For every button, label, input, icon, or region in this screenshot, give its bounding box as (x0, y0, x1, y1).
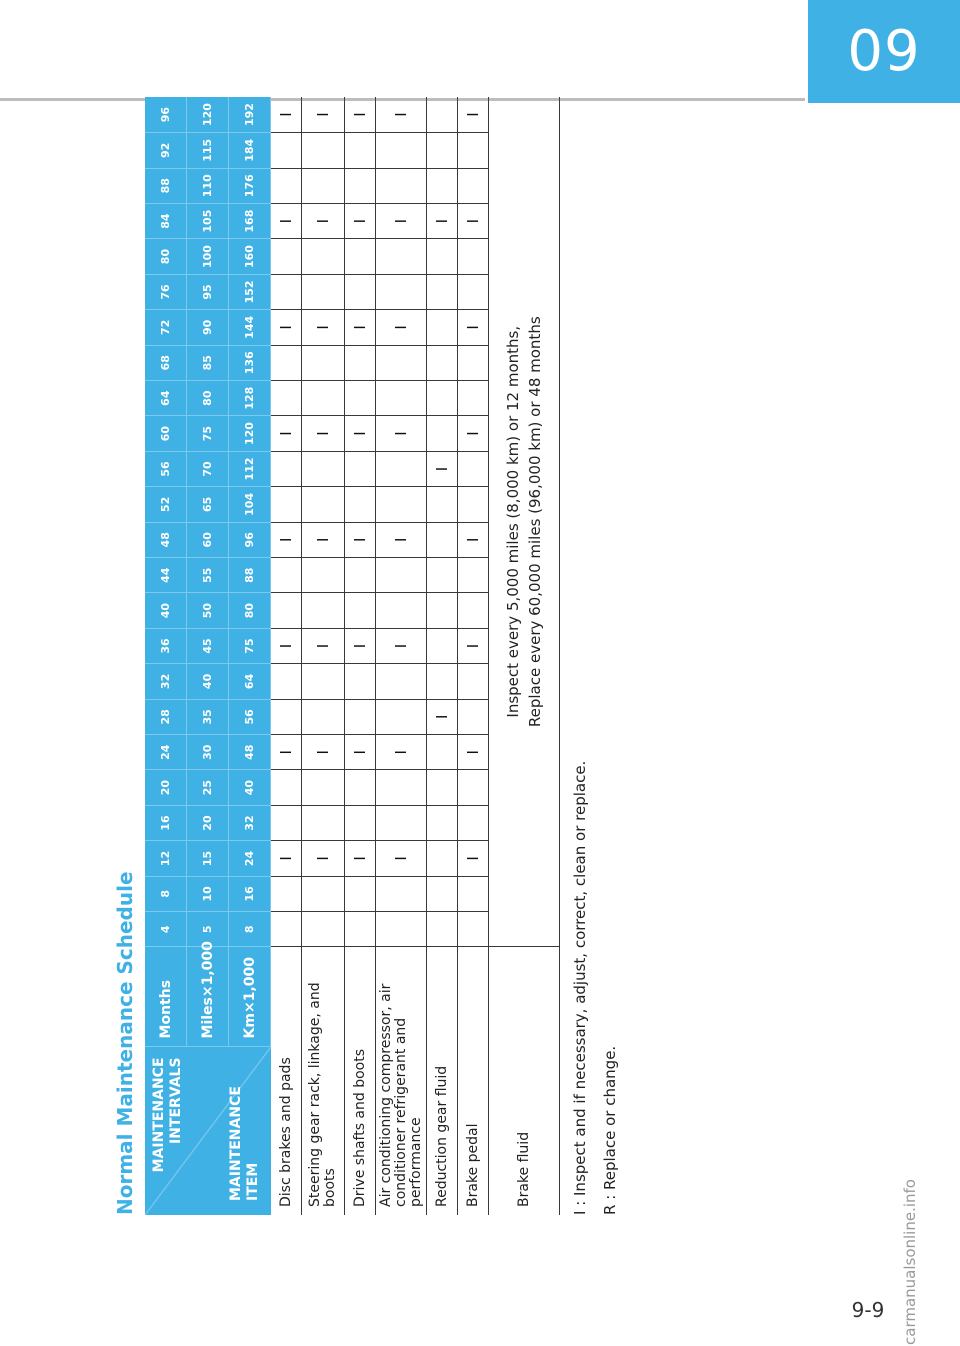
interval-value: 160 (229, 239, 271, 274)
interval-value: 120 (229, 416, 271, 451)
rotated-content (0, 20, 960, 1320)
interval-value: 15 (187, 841, 229, 876)
schedule-mark: I (345, 628, 376, 663)
interval-value: 120 (187, 97, 229, 133)
schedule-mark: I (345, 735, 376, 770)
maintenance-item: Disc brakes and pads (271, 947, 302, 1215)
interval-value: 25 (187, 770, 229, 805)
schedule-mark (271, 345, 302, 380)
schedule-mark: I (458, 522, 489, 557)
interval-value: 50 (187, 593, 229, 628)
interval-unit-label: Months (145, 947, 187, 1047)
schedule-mark (427, 841, 458, 876)
interval-value: 72 (145, 310, 187, 345)
schedule-mark: I (427, 699, 458, 734)
schedule-mark (427, 876, 458, 911)
interval-value: 68 (145, 345, 187, 380)
schedule-mark (427, 239, 458, 274)
schedule-mark (345, 168, 376, 203)
page-number: 9-9 (851, 1298, 885, 1322)
interval-value: 52 (145, 487, 187, 522)
schedule-mark (458, 699, 489, 734)
interval-value: 110 (187, 168, 229, 203)
corner-bottom-line: MAINTENANCE (227, 1086, 244, 1201)
table-row (271, 97, 302, 1215)
schedule-mark: I (458, 203, 489, 238)
schedule-mark (271, 451, 302, 486)
schedule-mark (271, 239, 302, 274)
schedule-mark (427, 557, 458, 592)
interval-value: 168 (229, 203, 271, 238)
schedule-mark (458, 876, 489, 911)
schedule-mark (376, 451, 427, 486)
note-line: Replace every 60,000 miles (96,000 km) or 48 months (526, 316, 544, 728)
interval-value: 84 (145, 203, 187, 238)
schedule-mark: I (271, 522, 302, 557)
maintenance-item: Drive shafts and boots (345, 947, 376, 1215)
maintenance-item: Steering gear rack, linkage, and boots (302, 947, 345, 1215)
schedule-mark (271, 133, 302, 168)
schedule-mark (458, 912, 489, 947)
schedule-mark: I (376, 841, 427, 876)
interval-value: 20 (187, 805, 229, 840)
brake-fluid-note (489, 97, 560, 947)
schedule-mark (427, 97, 458, 133)
schedule-mark (458, 133, 489, 168)
interval-value: 56 (145, 451, 187, 486)
schedule-mark: I (302, 416, 345, 451)
table-row (458, 97, 489, 1215)
schedule-mark: I (302, 735, 345, 770)
maintenance-item: Brake fluid (489, 947, 560, 1215)
schedule-mark (376, 876, 427, 911)
interval-value: 104 (229, 487, 271, 522)
schedule-mark (458, 451, 489, 486)
schedule-mark: I (376, 735, 427, 770)
interval-value: 92 (145, 133, 187, 168)
section-title: Normal Maintenance Schedule (113, 871, 137, 1215)
schedule-mark (376, 168, 427, 203)
schedule-mark (376, 770, 427, 805)
schedule-mark (427, 664, 458, 699)
interval-value: 115 (187, 133, 229, 168)
schedule-mark (427, 735, 458, 770)
schedule-mark (345, 274, 376, 309)
schedule-mark (376, 274, 427, 309)
interval-value: 88 (229, 557, 271, 592)
schedule-mark (345, 487, 376, 522)
schedule-mark (302, 912, 345, 947)
interval-value: 96 (145, 97, 187, 133)
schedule-mark (427, 805, 458, 840)
interval-unit-label: Km×1,000 (229, 947, 271, 1047)
schedule-mark (458, 239, 489, 274)
interval-value: 20 (145, 770, 187, 805)
interval-value: 40 (145, 593, 187, 628)
schedule-mark (345, 876, 376, 911)
interval-value: 64 (229, 664, 271, 699)
table-corner-header (145, 1047, 271, 1215)
interval-value: 48 (229, 735, 271, 770)
schedule-mark: I (376, 522, 427, 557)
schedule-mark: I (376, 310, 427, 345)
corner-top-line: INTERVALS (168, 1057, 184, 1145)
schedule-mark (302, 133, 345, 168)
interval-value: 10 (187, 876, 229, 911)
schedule-mark (458, 770, 489, 805)
schedule-mark (427, 133, 458, 168)
schedule-mark (427, 593, 458, 628)
schedule-mark (458, 380, 489, 415)
interval-value: 45 (187, 628, 229, 663)
interval-value: 80 (187, 380, 229, 415)
interval-value: 35 (187, 699, 229, 734)
schedule-mark (271, 557, 302, 592)
schedule-mark (271, 274, 302, 309)
schedule-mark (427, 522, 458, 557)
note-line: Inspect every 5,000 miles (8,000 km) or 12 months, (504, 325, 522, 718)
schedule-mark (458, 274, 489, 309)
interval-value: 136 (229, 345, 271, 380)
schedule-mark: I (345, 310, 376, 345)
schedule-mark (271, 770, 302, 805)
schedule-mark (376, 593, 427, 628)
schedule-mark: I (271, 97, 302, 133)
interval-value: 112 (229, 451, 271, 486)
interval-value: 36 (145, 628, 187, 663)
schedule-mark (302, 557, 345, 592)
schedule-mark (302, 380, 345, 415)
schedule-mark (427, 628, 458, 663)
schedule-mark (345, 239, 376, 274)
schedule-mark: I (271, 203, 302, 238)
schedule-mark (427, 168, 458, 203)
schedule-mark: I (458, 97, 489, 133)
corner-intervals-label (151, 1057, 185, 1172)
schedule-mark (345, 380, 376, 415)
schedule-mark (302, 593, 345, 628)
corner-bottom-line: ITEM (244, 1162, 261, 1201)
schedule-mark: I (427, 451, 458, 486)
schedule-mark (458, 345, 489, 380)
schedule-mark (427, 310, 458, 345)
interval-value: 60 (145, 416, 187, 451)
header-row (145, 97, 187, 1215)
schedule-mark (376, 805, 427, 840)
table-row (427, 97, 458, 1215)
schedule-mark: I (345, 522, 376, 557)
schedule-mark: I (376, 628, 427, 663)
interval-value: 75 (229, 628, 271, 663)
schedule-mark (458, 805, 489, 840)
schedule-mark: I (345, 97, 376, 133)
interval-value: 96 (229, 522, 271, 557)
schedule-mark: I (302, 841, 345, 876)
interval-value: 28 (145, 699, 187, 734)
table-row (489, 97, 560, 1215)
schedule-mark: I (458, 735, 489, 770)
interval-value: 85 (187, 345, 229, 380)
schedule-mark (271, 593, 302, 628)
footer-watermark-url: carmanualsonline.info (901, 1179, 919, 1345)
chapter-tab: 09 (808, 0, 960, 103)
interval-value: 8 (229, 912, 271, 947)
schedule-mark (376, 912, 427, 947)
interval-value: 80 (229, 593, 271, 628)
interval-value: 105 (187, 203, 229, 238)
interval-value: 90 (187, 310, 229, 345)
schedule-mark (376, 557, 427, 592)
schedule-mark (427, 487, 458, 522)
schedule-mark (345, 133, 376, 168)
interval-value: 32 (229, 805, 271, 840)
schedule-mark (302, 699, 345, 734)
schedule-mark (302, 345, 345, 380)
schedule-mark (302, 168, 345, 203)
schedule-mark (345, 451, 376, 486)
schedule-mark (427, 416, 458, 451)
schedule-mark (427, 345, 458, 380)
schedule-mark (302, 451, 345, 486)
interval-value: 16 (145, 805, 187, 840)
schedule-mark (345, 593, 376, 628)
interval-value: 24 (145, 735, 187, 770)
schedule-mark (345, 345, 376, 380)
schedule-mark (302, 770, 345, 805)
interval-value: 128 (229, 380, 271, 415)
schedule-mark: I (271, 735, 302, 770)
schedule-mark: I (271, 841, 302, 876)
schedule-mark (458, 487, 489, 522)
schedule-mark (271, 805, 302, 840)
schedule-mark: I (302, 310, 345, 345)
interval-unit-label: Miles×1,000 (187, 947, 229, 1047)
interval-value: 40 (187, 664, 229, 699)
corner-item-label (228, 1086, 262, 1201)
interval-value: 30 (187, 735, 229, 770)
interval-value: 100 (187, 239, 229, 274)
legend-replace: R : Replace or change. (601, 1045, 619, 1215)
corner-top-line: MAINTENANCE (151, 1057, 167, 1173)
schedule-mark: I (302, 522, 345, 557)
schedule-mark (427, 912, 458, 947)
schedule-mark (271, 168, 302, 203)
maintenance-item: Reduction gear fluid (427, 947, 458, 1215)
schedule-mark (376, 487, 427, 522)
interval-value: 176 (229, 168, 271, 203)
schedule-mark: I (302, 97, 345, 133)
schedule-mark (271, 380, 302, 415)
schedule-mark: I (271, 416, 302, 451)
schedule-mark (458, 593, 489, 628)
schedule-mark (302, 487, 345, 522)
interval-value: 5 (187, 912, 229, 947)
schedule-mark: I (376, 97, 427, 133)
schedule-mark: I (458, 310, 489, 345)
interval-value: 144 (229, 310, 271, 345)
schedule-mark (427, 274, 458, 309)
interval-value: 95 (187, 274, 229, 309)
schedule-mark (345, 664, 376, 699)
interval-value: 65 (187, 487, 229, 522)
schedule-mark (376, 133, 427, 168)
schedule-mark (427, 380, 458, 415)
schedule-mark (458, 557, 489, 592)
interval-value: 88 (145, 168, 187, 203)
interval-value: 8 (145, 876, 187, 911)
schedule-mark (427, 770, 458, 805)
interval-value: 16 (229, 876, 271, 911)
schedule-mark: I (345, 416, 376, 451)
schedule-mark: I (271, 628, 302, 663)
schedule-mark (345, 557, 376, 592)
interval-value: 32 (145, 664, 187, 699)
schedule-mark (376, 380, 427, 415)
schedule-mark: I (458, 841, 489, 876)
interval-value: 192 (229, 97, 271, 133)
interval-value: 55 (187, 557, 229, 592)
schedule-mark (376, 664, 427, 699)
maintenance-item: Air conditioning compressor, air conditioner refrigerant and performance (376, 947, 427, 1215)
interval-value: 70 (187, 451, 229, 486)
schedule-mark (302, 664, 345, 699)
schedule-mark: I (458, 416, 489, 451)
schedule-mark (271, 699, 302, 734)
schedule-mark (376, 699, 427, 734)
schedule-mark: I (271, 310, 302, 345)
schedule-mark (271, 664, 302, 699)
interval-value: 184 (229, 133, 271, 168)
legend-inspect: I : Inspect and if necessary, adjust, correct, clean or replace. (571, 760, 589, 1215)
schedule-mark (271, 487, 302, 522)
schedule-mark (302, 805, 345, 840)
schedule-mark (302, 239, 345, 274)
schedule-mark (345, 699, 376, 734)
schedule-mark: I (302, 628, 345, 663)
schedule-mark (458, 664, 489, 699)
table-row (376, 97, 427, 1215)
schedule-mark (271, 876, 302, 911)
interval-value: 76 (145, 274, 187, 309)
interval-value: 64 (145, 380, 187, 415)
schedule-mark: I (458, 628, 489, 663)
schedule-mark (271, 912, 302, 947)
table-row (302, 97, 345, 1215)
interval-value: 12 (145, 841, 187, 876)
schedule-mark (345, 770, 376, 805)
schedule-mark (302, 274, 345, 309)
maintenance-schedule-table (145, 97, 560, 1215)
schedule-mark (458, 168, 489, 203)
schedule-mark (376, 345, 427, 380)
schedule-mark (302, 876, 345, 911)
interval-value: 24 (229, 841, 271, 876)
interval-value: 152 (229, 274, 271, 309)
interval-value: 60 (187, 522, 229, 557)
interval-value: 44 (145, 557, 187, 592)
schedule-mark (345, 912, 376, 947)
interval-value: 56 (229, 699, 271, 734)
schedule-mark: I (427, 203, 458, 238)
table-row (345, 97, 376, 1215)
schedule-mark: I (345, 841, 376, 876)
schedule-mark (345, 805, 376, 840)
schedule-mark: I (376, 416, 427, 451)
interval-value: 4 (145, 912, 187, 947)
interval-value: 80 (145, 239, 187, 274)
schedule-mark: I (302, 203, 345, 238)
interval-value: 75 (187, 416, 229, 451)
interval-value: 40 (229, 770, 271, 805)
schedule-mark: I (345, 203, 376, 238)
schedule-mark: I (376, 203, 427, 238)
schedule-mark (376, 239, 427, 274)
maintenance-item: Brake pedal (458, 947, 489, 1215)
interval-value: 48 (145, 522, 187, 557)
